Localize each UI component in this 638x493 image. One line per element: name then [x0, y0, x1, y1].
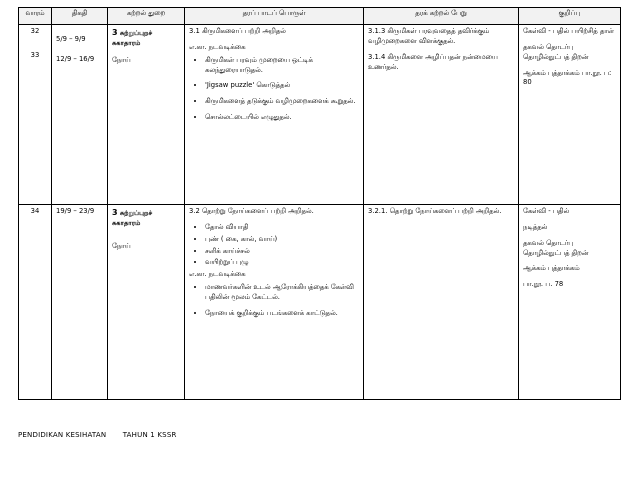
note-item: தகவல் தொடர்பு தொழில்நுட்பத் திறன் — [523, 238, 589, 257]
disease-list — [189, 223, 359, 268]
list-item: • மாணவர்களின் உடல் ஆரோக்கியத்தைக் கேள்வி பதிலின் மூலம் கேட்டல். — [205, 283, 359, 303]
list-item: • சளிக் காய்ச்சல் — [205, 247, 359, 257]
footer-subject: PENDIDIKAN KESIHATAN — [18, 431, 107, 439]
topic-name: நோய் — [112, 56, 131, 65]
week-number: 33 — [30, 50, 40, 59]
note-item: நடித்தல் — [523, 222, 548, 231]
list-item: • நோயைக் குறிக்கும் படங்களைக் காட்டுதல். — [205, 309, 359, 319]
notes-cell — [519, 25, 621, 205]
activity-list — [189, 56, 359, 123]
learning-standard-cell — [364, 205, 519, 400]
activity-list — [189, 283, 359, 319]
list-item: • சொல்லட்டையில் எழுதுதல். — [205, 113, 359, 123]
week-number: 32 — [30, 27, 40, 35]
learning-area-cell — [108, 205, 185, 400]
note-item: பா.நூ. ப. 78 — [523, 280, 564, 289]
content-standard-cell — [185, 25, 364, 205]
learning-standard-cell — [364, 25, 519, 205]
note-item: ஆக்கம் புத்தாக்கம் — [523, 264, 580, 273]
topic-name: நோய் — [112, 242, 131, 251]
list-item: • தோல் வியாதி — [205, 223, 359, 233]
theme-name: சுற்றுப்புறச் சுகாதாரம் — [112, 29, 153, 47]
header-week: வாரம் — [19, 8, 52, 25]
notes-cell — [519, 205, 621, 400]
table-header-row — [19, 8, 621, 25]
standard-title: 3.2 தொற்று நோய்களைப் பற்றி அறிதல். — [189, 207, 314, 215]
header-learning-area: கற்றல் துறை — [108, 8, 185, 25]
outcome-item — [368, 53, 514, 73]
header-content-standard: தரப் பாடப் பொருள் — [185, 8, 364, 25]
outcome-text: கிருமிகளை அழிப்பதன் நன்மையை உணர்தல். — [368, 52, 498, 71]
table-row — [19, 25, 621, 205]
lesson-plan-table — [18, 7, 621, 400]
note-item: கேள்வி - பதில் பயிற்சித் தாள் — [523, 27, 614, 35]
header-date: திகதி — [52, 8, 108, 25]
date-range: 12/9 – 16/9 — [56, 54, 95, 63]
theme-name: சுற்றுப்புறச் சுகாதாரம் — [112, 209, 153, 227]
learning-area-cell — [108, 25, 185, 205]
theme-number: 3 — [112, 28, 118, 37]
header-learning-standard: தரக் கற்றல் பேறு — [364, 8, 519, 25]
example-label: எ.கா. நடவடிக்கை — [189, 42, 246, 51]
content-standard-cell — [185, 205, 364, 400]
list-item: • வயிற்றுப் புழு — [205, 258, 359, 268]
outcome-text: கிருமிகள் பரவுவதைத் தவிர்க்கும் வழிமுறைகளை விளக்குதல். — [368, 27, 490, 45]
header-notes: குறிப்பு — [519, 8, 621, 25]
note-item: தகவல் தொடர்பு தொழில்நுட்பத் திறன் — [523, 42, 589, 61]
table-row — [19, 205, 621, 400]
theme-heading — [112, 27, 180, 48]
outcome-item: 3.2.1. தொற்று நோய்களைப் பற்றி அறிதல். — [368, 207, 502, 215]
note-item: கேள்வி - பதில் — [523, 207, 570, 215]
footer-level: TAHUN 1 KSSR — [122, 431, 177, 439]
list-item: • புண் ( கை, கால், வாய்) — [205, 235, 359, 245]
note-item: ஆக்கம் புத்தாக்கம் பா.நூ. ப: 80 — [523, 68, 612, 87]
theme-heading — [112, 207, 180, 228]
list-item: • கிருமிகளைத் தடுக்கும் வழிமுறைகளைக் கூறுதல். — [205, 97, 359, 107]
outcome-code: 3.1.4 — [368, 52, 386, 61]
standard-title: 3.1 கிருமிகளைப் பற்றி அறிதல் — [189, 27, 286, 35]
outcome-item — [368, 27, 514, 47]
example-label: எ.கா. நடவடிக்கை — [189, 270, 246, 279]
outcome-code: 3.1.3 — [368, 27, 386, 35]
list-item: • 'Jigsaw puzzle' கொடுத்தல் — [205, 81, 359, 91]
date-cell — [52, 25, 108, 205]
week-cell — [19, 25, 52, 205]
date-range: 5/9 – 9/9 — [56, 35, 86, 43]
theme-number: 3 — [112, 208, 118, 217]
list-item: • கிருமிகள் பரவும் முறையை ஒட்டிக் கலந்துரையாடுதல். — [205, 56, 359, 76]
week-cell — [19, 205, 52, 400]
date-range: 19/9 – 23/9 — [56, 207, 95, 215]
week-number: 34 — [30, 207, 40, 215]
date-cell — [52, 205, 108, 400]
page-footer — [18, 431, 191, 439]
